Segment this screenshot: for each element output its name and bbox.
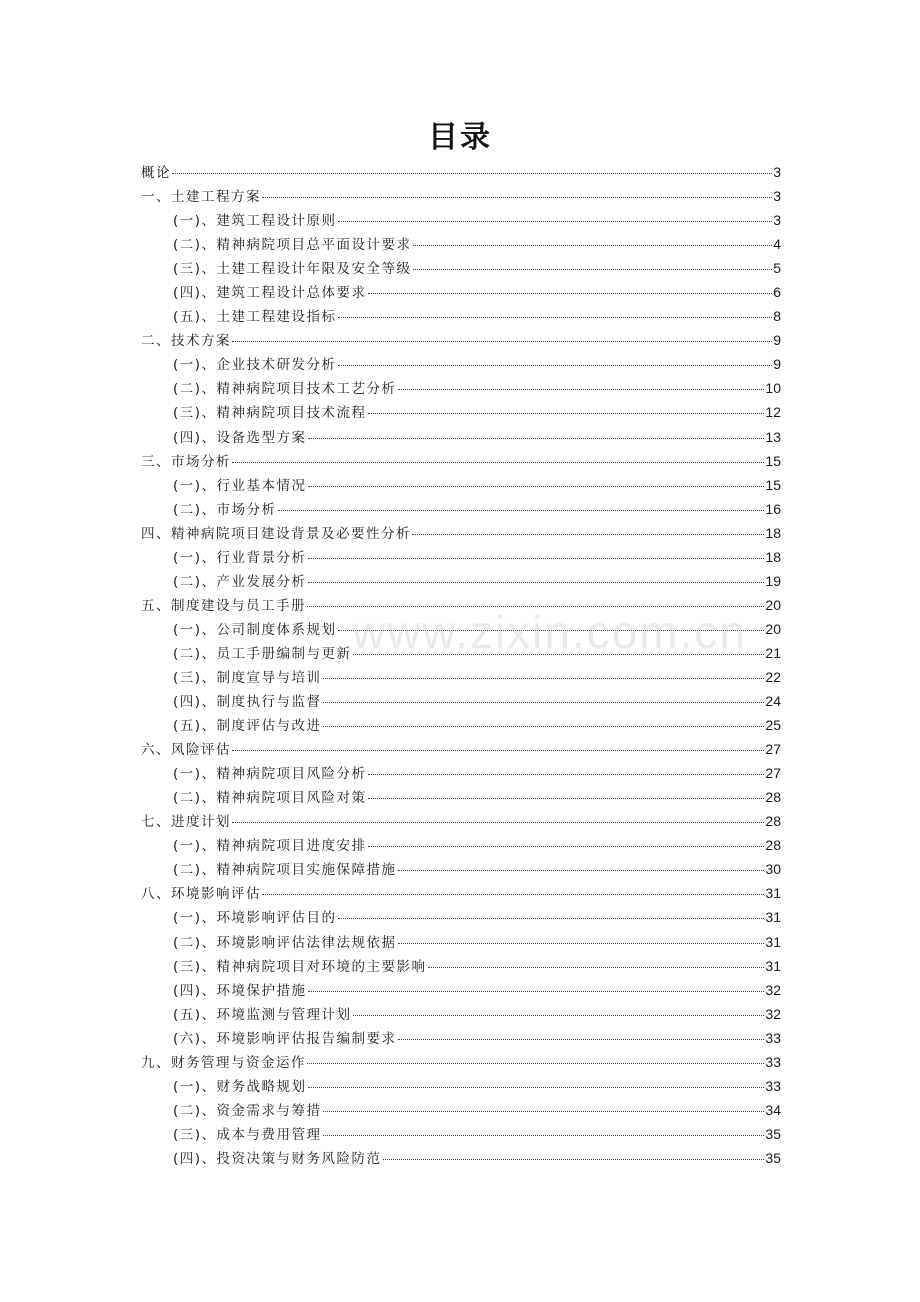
- dot-leader: [307, 605, 764, 607]
- toc-entry[interactable]: [141, 449, 781, 473]
- dot-leader: [398, 942, 765, 944]
- toc-entry-label: (二)、市场分析: [173, 501, 277, 518]
- toc-subentry[interactable]: [141, 617, 781, 641]
- toc-subentry[interactable]: [141, 497, 781, 521]
- toc-subentry[interactable]: [141, 376, 781, 400]
- toc-subentry[interactable]: [141, 1098, 781, 1122]
- toc-subentry[interactable]: [141, 761, 781, 785]
- toc-page-number: 3: [773, 188, 781, 205]
- dot-leader: [308, 990, 765, 992]
- toc-entry-label: (一)、精神病院项目风险分析: [173, 766, 367, 783]
- toc-page-number: 33: [765, 1029, 781, 1046]
- toc-page-number: 28: [765, 813, 781, 830]
- toc-entry-label: (一)、行业背景分析: [173, 549, 307, 566]
- toc-entry-label: (五)、土建工程建设指标: [173, 309, 337, 326]
- watermark: www.zixin.com.cn: [352, 606, 747, 658]
- toc-page-number: 22: [765, 668, 781, 685]
- toc-subentry[interactable]: [141, 280, 781, 304]
- toc-subentry[interactable]: [141, 256, 781, 280]
- dot-leader: [308, 581, 765, 583]
- toc-page-number: 6: [773, 284, 781, 301]
- toc-entry[interactable]: [141, 593, 781, 617]
- toc-entry-label: (四)、设备选型方案: [173, 429, 307, 446]
- dot-leader: [383, 1158, 765, 1160]
- toc-entry-label: (三)、土建工程设计年限及安全等级: [173, 261, 412, 278]
- toc-entry-label: (五)、制度评估与改进: [173, 718, 322, 735]
- toc-entry[interactable]: [141, 881, 781, 905]
- dot-leader: [323, 1110, 765, 1112]
- toc-entry-label: (一)、财务战略规划: [173, 1078, 307, 1095]
- dot-leader: [308, 485, 765, 487]
- toc-page-number: 9: [773, 356, 781, 373]
- toc-page-number: 35: [765, 1149, 781, 1166]
- toc-entry-label: (一)、建筑工程设计原则: [173, 213, 337, 230]
- toc-page-number: 20: [765, 620, 781, 637]
- toc-entry-label: 概论: [141, 165, 171, 181]
- toc-entry-label: (二)、精神病院项目实施保障措施: [173, 862, 397, 879]
- toc-page-number: 31: [765, 933, 781, 950]
- toc-page-number: 31: [765, 909, 781, 926]
- dot-leader: [413, 268, 773, 270]
- toc-entry[interactable]: [141, 521, 781, 545]
- toc-page-number: 5: [773, 260, 781, 277]
- toc-subentry[interactable]: [141, 833, 781, 857]
- dot-leader: [262, 893, 764, 895]
- toc-entry-label: (二)、精神病院项目技术工艺分析: [173, 381, 397, 398]
- toc-subentry[interactable]: [141, 954, 781, 978]
- toc-page-number: 21: [765, 644, 781, 661]
- toc-subentry[interactable]: [141, 689, 781, 713]
- toc-entry-label: 六、风险评估: [141, 742, 231, 759]
- toc-entry-label: 九、财务管理与资金运作: [141, 1054, 306, 1071]
- toc-entry[interactable]: [141, 809, 781, 833]
- dot-leader: [398, 869, 765, 871]
- toc-page-number: 4: [773, 236, 781, 253]
- dot-leader: [308, 557, 765, 559]
- toc-subentry[interactable]: [141, 905, 781, 929]
- toc-entry-label: 四、精神病院项目建设背景及必要性分析: [141, 525, 411, 542]
- toc-entry-label: 七、进度计划: [141, 814, 231, 831]
- toc-page-number: 12: [765, 404, 781, 421]
- toc-page-number: 15: [765, 476, 781, 493]
- dot-leader: [338, 220, 773, 222]
- toc-page-number: 9: [773, 332, 781, 349]
- dot-leader: [338, 316, 773, 318]
- toc-page-number: 20: [765, 596, 781, 613]
- dot-leader: [262, 196, 772, 198]
- toc-subentry[interactable]: [141, 978, 781, 1002]
- toc-entry-label: (四)、建筑工程设计总体要求: [173, 285, 367, 302]
- toc-subentry[interactable]: [141, 1122, 781, 1146]
- toc-entry-label: (一)、公司制度体系规划: [173, 621, 337, 638]
- toc-entry-label: 三、市场分析: [141, 453, 231, 470]
- dot-leader: [308, 437, 765, 439]
- toc-entry[interactable]: [141, 184, 781, 208]
- toc-page-number: 10: [765, 380, 781, 397]
- toc-entry[interactable]: [141, 737, 781, 761]
- dot-leader: [232, 749, 764, 751]
- toc-subentry[interactable]: [141, 713, 781, 737]
- toc-page-number: 32: [765, 1005, 781, 1022]
- dot-leader: [323, 701, 765, 703]
- toc-subentry[interactable]: [141, 473, 781, 497]
- toc-page-number: 33: [765, 1053, 781, 1070]
- dot-leader: [338, 917, 765, 919]
- dot-leader: [308, 1086, 765, 1088]
- dot-leader: [232, 461, 764, 463]
- toc-page-number: 18: [765, 524, 781, 541]
- toc-subentry[interactable]: [141, 232, 781, 256]
- dot-leader: [413, 244, 773, 246]
- toc-entry[interactable]: [141, 328, 781, 352]
- toc-page-number: 19: [765, 572, 781, 589]
- toc-subentry[interactable]: [141, 930, 781, 954]
- toc-page-number: 15: [765, 452, 781, 469]
- toc-entry-label: (二)、产业发展分析: [173, 573, 307, 590]
- toc-page-number: 33: [765, 1077, 781, 1094]
- toc-subentry[interactable]: [141, 425, 781, 449]
- dot-leader: [353, 653, 765, 655]
- toc-subentry[interactable]: [141, 545, 781, 569]
- toc-entry-label: (六)、环境影响评估报告编制要求: [173, 1030, 397, 1047]
- toc-entry-label: 二、技术方案: [141, 333, 231, 350]
- toc-page-number: 3: [773, 164, 781, 180]
- toc-page-number: 13: [765, 428, 781, 445]
- toc-subentry[interactable]: [141, 785, 781, 809]
- toc-entry-label: (一)、精神病院项目进度安排: [173, 838, 367, 855]
- toc-subentry[interactable]: [141, 665, 781, 689]
- dot-leader: [412, 533, 764, 535]
- toc-page-number: 25: [765, 717, 781, 734]
- toc-entry-label: (二)、环境影响评估法律法规依据: [173, 934, 397, 951]
- dot-leader: [368, 845, 765, 847]
- toc-entry-label: (二)、精神病院项目风险对策: [173, 790, 367, 807]
- toc-entry-label: (三)、成本与费用管理: [173, 1126, 322, 1143]
- toc-page-number: 16: [765, 500, 781, 517]
- toc-subentry[interactable]: [141, 857, 781, 881]
- dot-leader: [398, 388, 765, 390]
- toc-subentry[interactable]: [141, 641, 781, 665]
- toc-page-number: 27: [765, 765, 781, 782]
- toc-page-number: 3: [773, 212, 781, 229]
- toc-subentry[interactable]: [141, 400, 781, 424]
- toc-entry-label: 八、环境影响评估: [141, 886, 261, 903]
- toc-subentry[interactable]: [141, 352, 781, 376]
- toc-page-number: 24: [765, 693, 781, 710]
- page-title: 目录: [428, 120, 492, 155]
- toc-entry-label: (二)、资金需求与筹措: [173, 1102, 322, 1119]
- toc-entry-label: (三)、制度宣导与培训: [173, 669, 322, 686]
- toc-subentry[interactable]: [141, 569, 781, 593]
- toc-subentry[interactable]: [141, 1146, 781, 1170]
- toc-entry-label: (四)、制度执行与监督: [173, 694, 322, 711]
- toc-subentry[interactable]: [141, 1026, 781, 1050]
- dot-leader: [172, 172, 772, 174]
- toc-entry-label: 五、制度建设与员工手册: [141, 597, 306, 614]
- toc-entry-label: (二)、员工手册编制与更新: [173, 645, 352, 662]
- toc-subentry[interactable]: [141, 1002, 781, 1026]
- dot-leader: [368, 797, 765, 799]
- toc-entry-label: (一)、行业基本情况: [173, 477, 307, 494]
- toc-page-number: 27: [765, 741, 781, 758]
- dot-leader: [398, 1038, 765, 1040]
- toc-entry-label: (三)、精神病院项目技术流程: [173, 405, 367, 422]
- toc-entry-label: (一)、环境影响评估目的: [173, 910, 337, 927]
- dot-leader: [353, 1014, 765, 1016]
- dot-leader: [368, 292, 773, 294]
- dot-leader: [323, 725, 765, 727]
- dot-leader: [338, 364, 773, 366]
- toc-entry-label: (一)、企业技术研发分析: [173, 357, 337, 374]
- toc-page-number: 34: [765, 1101, 781, 1118]
- dot-leader: [323, 1134, 765, 1136]
- toc-subentry[interactable]: [141, 1074, 781, 1098]
- dot-leader: [307, 1062, 764, 1064]
- toc-page-number: 28: [765, 837, 781, 854]
- toc-subentry[interactable]: [141, 304, 781, 328]
- table-of-contents: [141, 160, 781, 1170]
- dot-leader: [278, 509, 765, 511]
- toc-entry-label: (五)、环境监测与管理计划: [173, 1006, 352, 1023]
- toc-entry[interactable]: [141, 1050, 781, 1074]
- toc-entry[interactable]: [141, 160, 781, 184]
- toc-entry-label: (二)、精神病院项目总平面设计要求: [173, 237, 412, 254]
- dot-leader: [323, 677, 765, 679]
- toc-page-number: 30: [765, 861, 781, 878]
- toc-page-number: 31: [765, 885, 781, 902]
- dot-leader: [368, 773, 765, 775]
- toc-subentry[interactable]: [141, 208, 781, 232]
- toc-page-number: 28: [765, 789, 781, 806]
- dot-leader: [232, 340, 772, 342]
- toc-page-number: 18: [765, 548, 781, 565]
- dot-leader: [428, 966, 765, 968]
- toc-page-number: 31: [765, 957, 781, 974]
- toc-entry-label: (三)、精神病院项目对环境的主要影响: [173, 958, 427, 975]
- toc-page-number: 8: [773, 308, 781, 325]
- toc-entry-label: (四)、投资决策与财务风险防范: [173, 1150, 382, 1167]
- dot-leader: [368, 412, 765, 414]
- dot-leader: [232, 821, 764, 823]
- toc-page-number: 35: [765, 1125, 781, 1142]
- toc-page-number: 32: [765, 981, 781, 998]
- dot-leader: [338, 629, 765, 631]
- toc-entry-label: 一、土建工程方案: [141, 189, 261, 206]
- toc-entry-label: (四)、环境保护措施: [173, 982, 307, 999]
